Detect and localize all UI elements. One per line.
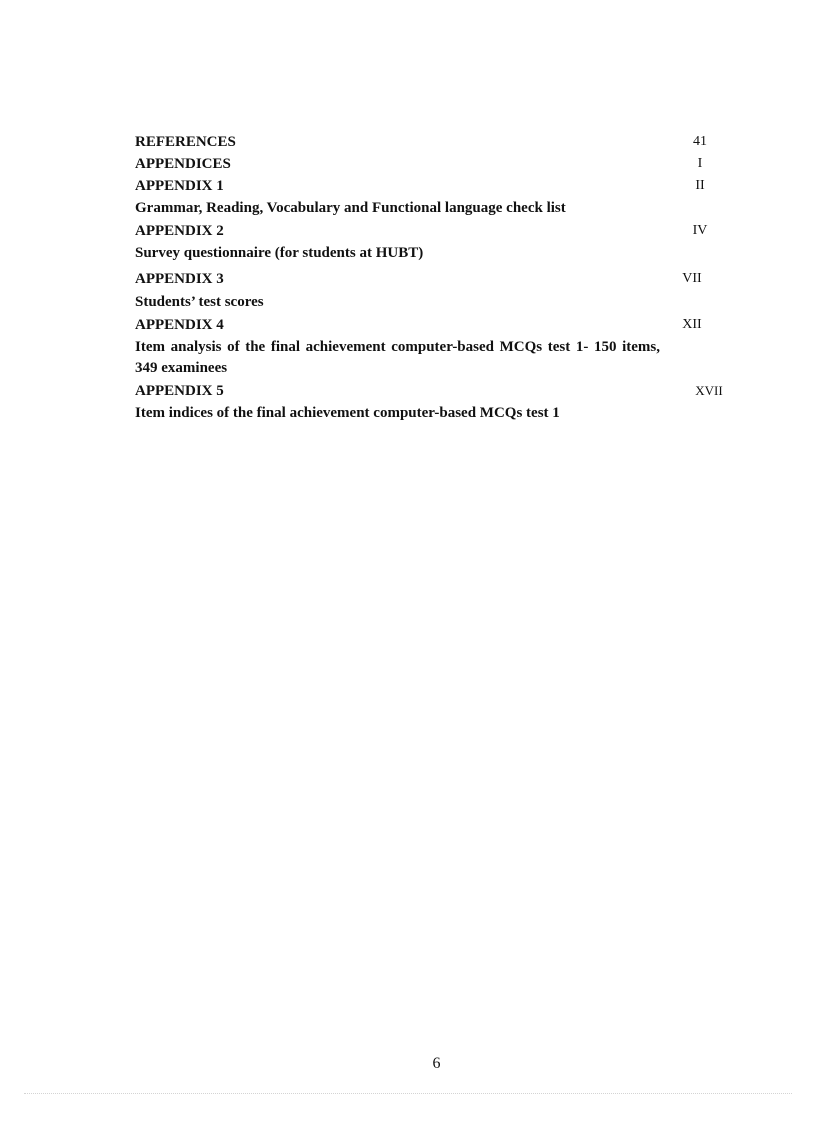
toc-entry-appendix-2	[135, 220, 725, 242]
toc-entry-description: Item analysis of the final achievement computer-based MCQs test 1- 150 items, 349 examinees	[135, 339, 660, 376]
toc-entry-page: XII	[682, 317, 702, 332]
toc-entry-page: IV	[692, 223, 708, 238]
toc-entry-title: APPENDICES	[135, 156, 231, 172]
toc-entry-description: Grammar, Reading, Vocabulary and Functional language check list	[135, 200, 566, 216]
toc-entry-page: I	[697, 156, 703, 171]
page-bottom-divider	[24, 1093, 792, 1094]
table-of-contents	[135, 131, 725, 425]
toc-entry-page: 41	[693, 134, 707, 149]
toc-entry-page: II	[695, 178, 705, 193]
toc-entry-description: Item indices of the final achievement computer-based MCQs test 1	[135, 405, 560, 421]
toc-entry-references	[135, 131, 725, 153]
toc-entry-appendix-5	[135, 380, 725, 402]
toc-entry-title: APPENDIX 1	[135, 178, 224, 194]
toc-entry-title: APPENDIX 4	[135, 317, 224, 333]
toc-entry-page: XVII	[695, 383, 723, 398]
toc-entry-title: REFERENCES	[135, 134, 236, 150]
toc-entry-title: APPENDIX 2	[135, 223, 224, 239]
toc-entry-appendix-1	[135, 175, 725, 197]
toc-entry-appendix-4	[135, 314, 725, 336]
toc-entry-title: APPENDIX 5	[135, 383, 224, 399]
toc-entry-appendix-3	[135, 265, 725, 291]
toc-entry-page: VII	[682, 271, 702, 286]
toc-entry-title: APPENDIX 3	[135, 271, 224, 287]
toc-entry-description: Students’ test scores	[135, 294, 264, 310]
toc-entry-description: Survey questionnaire (for students at HUBT)	[135, 245, 424, 261]
toc-entry-appendices	[135, 153, 725, 175]
page-number: 6	[432, 1055, 441, 1072]
